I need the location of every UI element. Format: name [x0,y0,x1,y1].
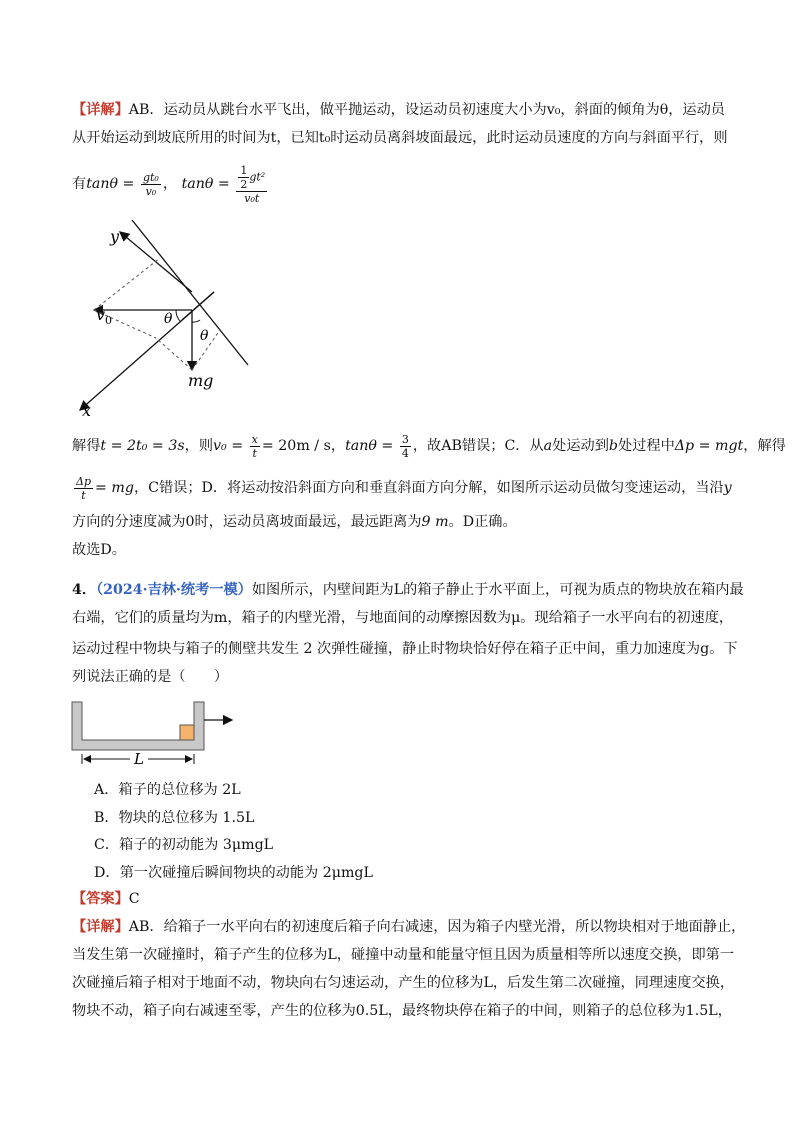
solve-line4: 故选D。 [72,542,126,558]
block [180,725,194,740]
detail2-line2: 当发生第一次碰撞时，箱子产生的位移为L，碰撞中动量和能量守恒且因为质量相等所以速度交换，即第一 [72,947,735,963]
label-y: y [110,227,120,246]
detail-tag: 【详解】 [72,102,129,118]
detail2-line4: 物块不动，箱子向右减速至零，产生的位移为0.5L，最终物块停在箱子的中间，则箱子的总位移为1.5L， [72,1003,732,1019]
detail1-line1: 【详解】AB．运动员从跳台水平飞出，做平抛运动，设运动员初速度大小为v₀，斜面的倾角为θ，运动员 [72,102,725,118]
eq2-fraction: $\frac{1}{2}$ gt² v₀t [236,164,267,205]
detail1-equations: 有tanθ = $\frac{\text{gt₀}}{\text{v₀}}$ ， tanθ = $\frac{1}{2}$ gt² v₀t [72,163,266,205]
option-d: D．第一次碰撞后瞬间物块的动能为 2μmgL [94,865,373,881]
label-x: x [82,401,92,420]
solve-line1: 解得t = 2t₀ = 3s，则v₀ = $\frac{x}{t}$ = 20m / s，tanθ = $\frac{3}{4}$ ，故AB错误；C．从a处运动到b处过程中Δp = mgt，解得 [72,432,786,460]
slope-line [132,220,248,365]
solve-line3: 方向的分速度减为0时，运动员离坡面最远，最远距离为9 m。D正确。 [72,514,517,530]
q4-line2: 右端，它们的质量均为m，箱子的内壁光滑，与地面间的动摩擦因数为μ。现给箱子一水平向右的初速度， [72,610,734,626]
box-diagram [70,698,240,770]
label-v0: $v_0$ [96,305,113,327]
label-theta1: θ [164,311,173,327]
detail1-line2: 从开始运动到坡底所用的时间为t，已知t₀时运动员离斜坡面最远，此时运动员速度的方向与斜面平行，则 [72,130,728,146]
detail2-line1: 【详解】AB．给箱子一水平向右的初速度后箱子向右减速，因为箱子内壁光滑，所以物块相对于地面静止， [72,919,746,935]
detail2-line3: 次碰撞后箱子相对于地面不动，物块向右匀速运动，产生的位移为L，后发生第二次碰撞，同理速度交换， [72,975,735,991]
eq1-fraction: $\frac{\text{gt₀}}{\text{v₀}}$ [142,170,159,198]
label-L: L [134,750,144,768]
label-theta2: θ [200,328,209,344]
q4-line3: 运动过程中物块与箱子的侧壁共发生 2 次弹性碰撞，静止时物块恰好停在箱子正中间，重力加速度为g。下 [72,641,738,657]
y-axis [120,232,192,292]
velocity-decomposition-diagram [72,220,262,420]
option-b: B．物块的总位移为 1.5L [94,810,255,826]
q4-line4: 列说法正确的是（ ） [72,669,229,685]
answer-line: 【答案】C [72,891,140,907]
option-c: C．箱子的初动能为 3μmgL [94,837,274,853]
label-mg: mg [188,371,214,390]
solve-line2: $\frac{\Delta p}{t}$ = mg，C错误；D．将运动按沿斜面方向和垂直斜面方向分解，如图所示运动员做匀变速运动，当沿y [76,474,732,502]
q4-line1: 4．（2024·吉林·统考一模）如图所示，内壁间距为L的箱子静止于水平面上，可视为质点的物块放在箱内最 [72,582,744,598]
option-a: A．箱子的总位移为 2L [94,782,241,798]
